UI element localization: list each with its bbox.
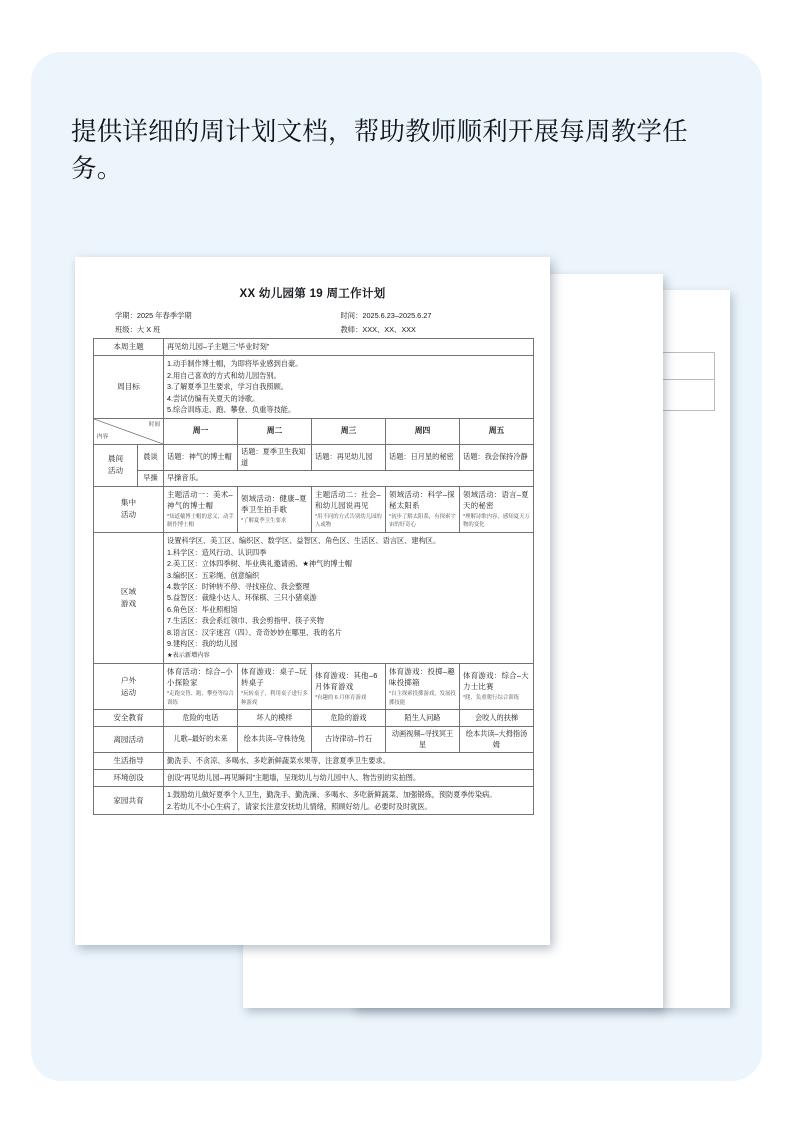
outdoor-note-thursday: *自主探索投掷游戏，发展投掷技能 xyxy=(389,690,456,706)
safety-cell-monday: 危险的电话 xyxy=(164,710,238,727)
goal-item: 2.用自己喜欢的方式和幼儿园告别。 xyxy=(167,370,281,380)
life-guidance-value: 勤洗手、不贪凉、多喝水、多吃新鲜蔬菜水果等，注意夏季卫生要求。 xyxy=(164,753,534,770)
home-coeducation-label: 家园共育 xyxy=(94,787,164,815)
outdoor-cell-friday xyxy=(460,663,534,709)
teacher-label: 教师： xyxy=(340,325,363,334)
teacher-value: XXX、XX、XXX xyxy=(362,325,416,334)
goal-item: 5.综合训练走、跑、攀登、负重等技能。 xyxy=(167,405,296,415)
area-item: 2.美工区：立体四季树、毕业典礼邀请函、★神气的博士帽 xyxy=(167,559,352,569)
day-header-wednesday: 周三 xyxy=(312,418,386,444)
outdoor-note-monday: *走跑交替、跑、攀登等综合训练 xyxy=(167,690,234,706)
table-row-home-coeducation xyxy=(94,787,534,815)
area-item: 1.科学区：造风行动、认识四季 xyxy=(167,547,267,557)
corner-content-label: 内容 xyxy=(97,434,109,441)
focus-main-monday: 主题活动一：美术–神气的博士帽 xyxy=(167,489,233,510)
focus-note-friday: *理解诗歌内容，感知夏天万物的变化 xyxy=(463,513,530,529)
leaving-cell-tuesday: 绘本共读–守株待兔 xyxy=(238,727,312,753)
table-row-safety-education xyxy=(94,710,534,727)
table-row-outdoor-sports xyxy=(94,663,534,709)
focus-note-tuesday: *了解夏季卫生要求 xyxy=(241,518,287,525)
outdoor-main-friday: 体育游戏：综合–大力士比赛 xyxy=(463,671,529,692)
focus-cell-wednesday xyxy=(312,486,386,532)
document-sheet xyxy=(75,257,550,945)
leaving-cell-monday: 儿歌–最好的未来 xyxy=(164,727,238,753)
morning-talk-wednesday: 话题：再见幼儿园 xyxy=(312,444,386,470)
table-row-goals xyxy=(94,356,534,419)
table-row-morning-talk xyxy=(94,444,534,470)
day-header-thursday: 周四 xyxy=(386,418,460,444)
morning-exercise-value: 早操音乐。 xyxy=(164,471,534,487)
outdoor-note-friday: *爬、负重爬行综合训练 xyxy=(463,695,520,702)
class-field xyxy=(115,324,321,335)
document-meta-row-1 xyxy=(93,310,532,321)
corner-header-cell xyxy=(94,418,164,444)
focus-label-line2: 活动 xyxy=(120,510,137,520)
table-row-day-header xyxy=(94,418,534,444)
environment-creation-value: 创设“再见幼儿园–再见瞬间”主题墙，呈现幼儿与幼儿园中人、物告别的实拍图。 xyxy=(164,770,534,787)
outdoor-label-line1: 户外 xyxy=(120,675,137,685)
term-label: 学期： xyxy=(115,311,137,320)
time-field xyxy=(321,310,527,321)
time-value: 2025.6.23–2025.6.27 xyxy=(362,311,432,320)
area-games-content xyxy=(164,532,534,663)
morning-talk-label: 晨谈 xyxy=(138,444,164,470)
safety-cell-thursday: 陌生人问路 xyxy=(386,710,460,727)
outdoor-main-monday: 体育活动：综合–小小探险家 xyxy=(167,666,233,687)
focus-label-line1: 集中 xyxy=(120,498,137,508)
home-item: 2.若幼儿不小心生病了，请家长注意安抚幼儿情绪，照顾好幼儿。必要时及时就医。 xyxy=(167,801,432,811)
outdoor-note-tuesday: *玩转桌子，利用桌子进行多种游戏 xyxy=(241,690,308,706)
leaving-cell-wednesday: 古诗律动–竹石 xyxy=(312,727,386,753)
morning-talk-tuesday: 话题：夏季卫生我知道 xyxy=(238,444,312,470)
environment-creation-label: 环境创设 xyxy=(94,770,164,787)
goals-list xyxy=(164,356,534,419)
theme-value: 再见幼儿园–子主题三“毕业时刻” xyxy=(164,339,534,356)
table-row-theme xyxy=(94,339,534,356)
goals-label: 周目标 xyxy=(94,356,164,419)
day-header-friday: 周五 xyxy=(460,418,534,444)
document-title: XX 幼儿园第 19 周工作计划 xyxy=(239,288,386,300)
safety-cell-tuesday: 坏人的模样 xyxy=(238,710,312,727)
table-row-leaving-activity xyxy=(94,727,534,753)
weekly-plan-table xyxy=(93,338,534,815)
goal-item: 3.了解夏季卫生要求，学习自我照顾。 xyxy=(167,382,288,392)
safety-cell-friday: 会咬人的扶梯 xyxy=(460,710,534,727)
safety-education-label: 安全教育 xyxy=(94,710,164,727)
morning-talk-thursday: 话题：日月星的秘密 xyxy=(386,444,460,470)
area-item: 9.建构区：我的幼儿园 xyxy=(167,639,238,649)
teacher-field xyxy=(321,324,527,335)
focus-note-wednesday: *用不同的方式告别幼儿园的人或物 xyxy=(315,513,382,529)
area-games-head: 设置科学区、美工区、编织区、数学区、益智区、角色区、生活区、语言区、建构区。 xyxy=(167,535,441,545)
outdoor-cell-monday xyxy=(164,663,238,709)
table-row-life-guidance xyxy=(94,753,534,770)
outdoor-sports-label xyxy=(94,663,164,709)
class-label: 班级： xyxy=(115,325,137,334)
outdoor-main-wednesday: 体育游戏：其他–6 月体育游戏 xyxy=(315,671,378,692)
theme-label: 本周主题 xyxy=(94,339,164,356)
morning-label-line2: 活动 xyxy=(107,466,124,476)
class-value: 大 X 班 xyxy=(136,325,161,334)
goal-item: 4.尝试仿编有关夏天的诗歌。 xyxy=(167,393,260,403)
home-item: 1.鼓励幼儿做好夏季个人卫生，勤洗手、勤洗澡、多喝水、多吃新鲜蔬菜、加强锻炼，预防夏季传染病。 xyxy=(167,790,497,800)
focus-cell-friday xyxy=(460,486,534,532)
morning-talk-friday: 话题：我会保持冷静 xyxy=(460,444,534,470)
table-row-environment-creation xyxy=(94,770,534,787)
term-field xyxy=(115,310,321,321)
focus-note-monday: *知道戴博士帽的意义，动手制作博士帽 xyxy=(167,513,234,529)
morning-talk-monday: 话题：神气的博士帽 xyxy=(164,444,238,470)
time-label: 时间： xyxy=(340,311,363,320)
area-games-footnote: ★表示新增内容 xyxy=(167,651,210,659)
document-meta-row-2 xyxy=(93,324,532,335)
leaving-cell-thursday: 动画视频–寻找冥王星 xyxy=(386,727,460,753)
focus-activity-label xyxy=(94,486,164,532)
area-item: 6.角色区：毕业照相馆 xyxy=(167,604,238,614)
day-header-monday: 周一 xyxy=(164,418,238,444)
area-games-label xyxy=(94,532,164,663)
table-row-area-games xyxy=(94,532,534,663)
table-row-morning-exercise xyxy=(94,471,534,487)
table-row-focus-activity xyxy=(94,486,534,532)
area-item: 5.益智区：裁缝小达人、环保棋、三只小猪桌游 xyxy=(167,593,317,603)
morning-activity-label xyxy=(94,444,138,486)
weekly-plan-document[interactable] xyxy=(75,257,550,945)
outdoor-note-wednesday: *有趣的 6 月体育游戏 xyxy=(315,695,367,702)
focus-main-tuesday: 领域活动：健康–夏季卫生拍手歌 xyxy=(241,494,307,515)
area-item: 4.数学区：时钟转不停、寻找座位、我会整理 xyxy=(167,582,310,592)
outdoor-cell-tuesday xyxy=(238,663,312,709)
focus-note-thursday: *初步了解太阳系，有探索宇宙的好奇心 xyxy=(389,513,456,529)
morning-label-line1: 晨间 xyxy=(107,454,124,464)
home-coeducation-content xyxy=(164,787,534,815)
outdoor-main-tuesday: 体育游戏：桌子–玩转桌子 xyxy=(241,666,307,687)
area-item: 8.语言区：汉字迷宫（四）、奇奇妙妙在哪里、我的名片 xyxy=(167,627,342,637)
focus-cell-thursday xyxy=(386,486,460,532)
focus-main-friday: 领域活动：语言–夏天的秘密 xyxy=(463,489,529,510)
leaving-activity-label: 离园活动 xyxy=(94,727,164,753)
focus-cell-monday xyxy=(164,486,238,532)
day-header-tuesday: 周二 xyxy=(238,418,312,444)
focus-main-wednesday: 主题活动二：社会–和幼儿园说再见 xyxy=(315,489,381,510)
outdoor-label-line2: 运动 xyxy=(120,687,137,697)
outdoor-cell-thursday xyxy=(386,663,460,709)
life-guidance-label: 生活指导 xyxy=(94,753,164,770)
page-headline: 提供详细的周计划文档，帮助教师顺利开展每周教学任务。 xyxy=(71,118,688,183)
area-item: 3.编织区：五彩绳、创意编织 xyxy=(167,570,260,580)
area-label-line2: 游戏 xyxy=(120,598,137,608)
area-item: 7.生活区：我会系红领巾、我会剪指甲、筷子夹物 xyxy=(167,616,324,626)
outdoor-cell-wednesday xyxy=(312,663,386,709)
focus-cell-tuesday xyxy=(238,486,312,532)
outdoor-main-thursday: 体育游戏：投掷–趣味投掷箱 xyxy=(389,666,455,687)
safety-cell-wednesday: 危险的游戏 xyxy=(312,710,386,727)
area-label-line1: 区域 xyxy=(120,586,137,596)
goal-item: 1.动手制作博士帽，为即将毕业感到自豪。 xyxy=(167,359,303,368)
focus-main-thursday: 领域活动：科学–探秘太阳系 xyxy=(389,489,455,510)
leaving-cell-friday: 绘本共读–大拇指汤姆 xyxy=(460,727,534,753)
term-value: 2025 年春季学期 xyxy=(136,311,192,320)
corner-time-label: 时间 xyxy=(148,421,160,428)
morning-exercise-label: 早操 xyxy=(138,471,164,487)
